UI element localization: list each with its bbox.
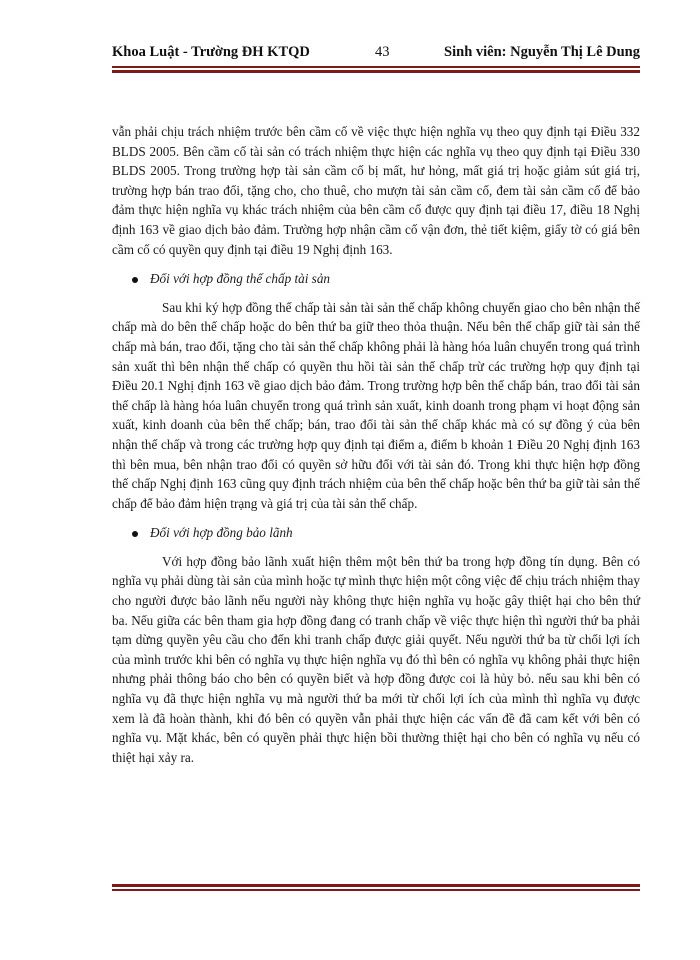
page-number: 43 bbox=[375, 44, 390, 60]
footer-rule-thick bbox=[112, 884, 640, 887]
section-heading-text: Đối với hợp đồng thế chấp tài sản bbox=[150, 271, 331, 287]
bullet-icon bbox=[132, 277, 138, 283]
page-body bbox=[112, 122, 640, 777]
paragraph-3: Với hợp đồng bảo lãnh xuất hiện thêm một bên thứ ba trong hợp đồng tín dụng. Bên có nghĩa vụ phải dùng tài sản của mình hoặc tự mình thực hiện một công việc để chịu trách nhiệm thay cho người được bảo lãnh nếu người này không thực hiện nghĩa vụ hoặc gây thiệt hại cho bên thứ ba. Nếu giữa các bên tham gia hợp đồng đang có tranh chấp về việc thực hiện thì người thứ ba phải tạm dừng quyền yêu cầu cho đến khi tranh chấp được giải quyết. Nếu người thứ ba từ chối lợi ích của mình trước khi bên có nghĩa vụ thực hiện nghĩa vụ đó thì bên có nghĩa vụ không phải thực hiện nhưng phải thông báo cho bên có quyền biết và hợp đồng được coi là hủy bỏ. nếu sau khi bên có nghĩa vụ đã thực hiện nghĩa vụ mà người thứ ba mới từ chối lợi ích của mình thì nghĩa vụ được xem là đã hoàn thành, khi đó bên có quyền vẫn phải thực hiện các vấn đề đã cam kết với bên có nghĩa vụ. Mặt khác, bên có quyền phải thực hiện bồi thường thiệt hại cho bên có nghĩa vụ nếu có thiệt hại xảy ra. bbox=[112, 553, 640, 765]
footer-rule-thin bbox=[112, 889, 640, 891]
page-header bbox=[112, 44, 640, 66]
header-student: Sinh viên: Nguyễn Thị Lê Dung bbox=[444, 44, 640, 60]
paragraph-2: Sau khi ký hợp đồng thế chấp tài sản tài sản thế chấp không chuyển giao cho bên nhận thế chấp mà do bên thế chấp hoặc do bên thứ ba giữ theo thỏa thuận. Nếu bên thế chấp giữ tài sản thế chấp mà bán, trao đổi, tặng cho tài sản thế chấp không phải là hàng hóa luân chuyển trong quá trình sản xuất thì bên nhận thế chấp có quyền thu hồi tài sản thế chấp trừ các trường hợp quy định tại Điều 20.1 Nghị định 163 về giao dịch bảo đảm. Trong trường hợp bên thế chấp bán, trao đổi tài sản thế chấp là hàng hóa luân chuyển trong quá trình sản xuất, kinh doanh trong phạm vi hoạt động sản xuất, kinh doanh của bên thế chấp; bán, trao đổi tài sản thế chấp khác mà có sự đồng ý của bên nhận thế chấp và trong các trường hợp quy định tại điểm a, điểm b khoản 1 Điều 20 Nghị định 163 thì bên mua, bên nhận trao đổi có quyền sở hữu đối với tài sản đó. Trong khi thực hiện hợp đồng thế chấp Nghị định 163 cũng quy định trách nhiệm của bên thế chấp hoặc bên thứ ba giữ tài sản thế chấp để bảo đảm hiện trạng và giá trị của tài sản thế chấp. bbox=[112, 299, 640, 511]
section-heading-mortgage bbox=[112, 269, 640, 289]
paragraph-1: vẫn phải chịu trách nhiệm trước bên cầm cố về việc thực hiện nghĩa vụ theo quy định tại Điều 332 BLDS 2005. Bên cầm cố tài sản có trách nhiệm thực hiện các nghĩa vụ theo quy định tại Điều 330 BLDS 2005. Trong trường hợp tài sản cầm cố bị mất, hư hỏng, mất giá trị hoặc giảm sút giá trị, trường hợp bán trao đổi, tặng cho, cho thuê, cho mượn tài sản cầm cố, đem tài sản cầm cố để bảo đảm thực hiện nghĩa vụ khác trách nhiệm của bên cầm cố được quy định tại điều 17, điều 18 Nghị định 163 về giao dịch bảo đảm. Trường hợp nhận cầm cố vận đơn, thẻ tiết kiệm, giấy tờ có giá bên cầm cố có quyền quy định tại điều 19 Nghị định 163. bbox=[112, 124, 640, 257]
bullet-icon bbox=[132, 531, 138, 537]
section-heading-guarantee bbox=[112, 523, 640, 543]
header-faculty: Khoa Luật - Trường ĐH KTQD bbox=[112, 44, 310, 60]
section-heading-text: Đối với hợp đồng bảo lãnh bbox=[150, 525, 293, 541]
header-rule-thick bbox=[112, 70, 640, 73]
header-rule-thin bbox=[112, 66, 640, 68]
